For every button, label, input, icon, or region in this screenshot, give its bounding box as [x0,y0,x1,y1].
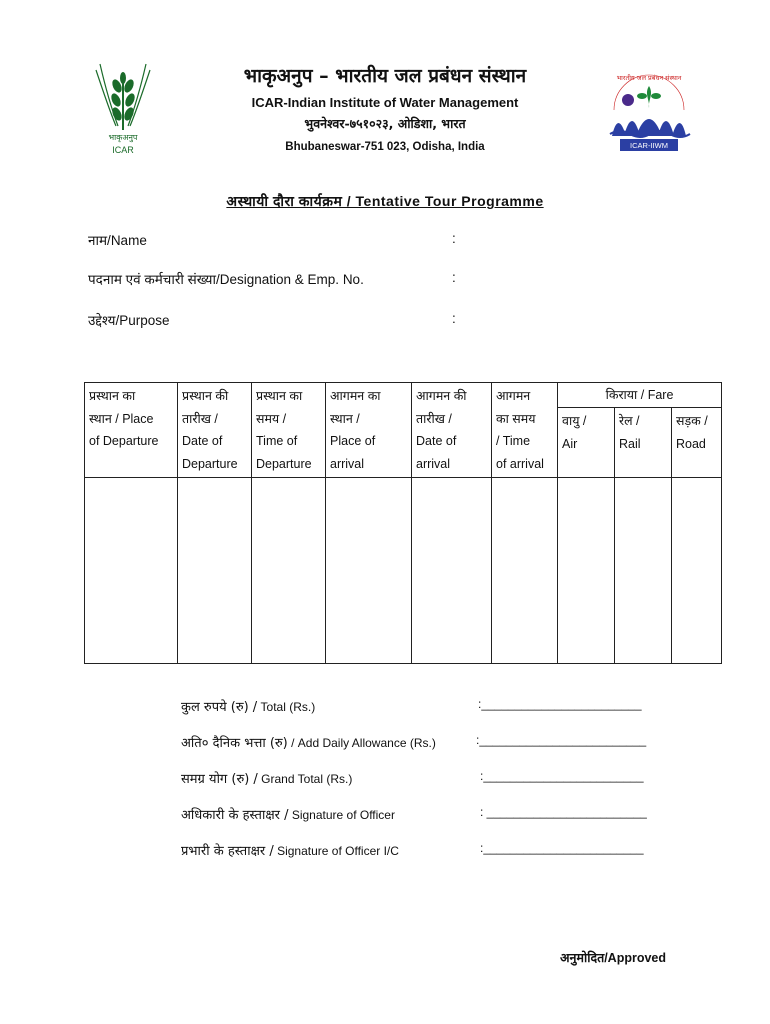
svg-text:भाकृअनुप: भाकृअनुप [108,133,138,142]
table-cell[interactable] [615,478,672,664]
table-cell[interactable] [412,478,492,664]
total-field[interactable]: :________________________ [478,697,642,711]
col-header-time-departure: प्रस्थान का समय / Time of Departure [252,383,326,478]
col-header-place-arrival: आगमन का स्थान / Place of arrival [326,383,412,478]
iiwm-logo [606,66,692,154]
grand-total-field[interactable]: :________________________ [480,769,644,783]
approved-label: अनुमोदित/Approved [560,951,667,965]
name-label: नाम/Name [88,233,147,248]
table-cell[interactable] [492,478,558,664]
table-cell[interactable] [85,478,178,664]
tour-table [84,382,722,664]
designation-label: पदनाम एवं कर्मचारी संख्या/Designation & Emp. No. [88,272,364,287]
officer-signature-field[interactable]: : ________________________ [480,805,647,819]
col-header-fare-road: सड़क / Road [672,408,722,478]
table-cell[interactable] [558,478,615,664]
org-name-english: ICAR-Indian Institute of Water Management [251,95,519,110]
col-header-fare-rail: रेल / Rail [615,408,672,478]
table-cell[interactable] [252,478,326,664]
table-row [85,478,722,664]
form-title: अस्थायी दौरा कार्यक्रम / Tentative Tour Programme [226,193,544,209]
officer-ic-signature-row: प्रभारी के हस्ताक्षर / Signature of Officer I/C [181,844,399,859]
svg-text:ICAR: ICAR [112,145,134,155]
col-header-fare-air: वायु / Air [558,408,615,478]
col-header-date-arrival: आगमन की तारीख / Date of arrival [412,383,492,478]
org-name-hindi: भाकृअनुप – भारतीय जल प्रबंधन संस्थान [243,65,527,87]
table-cell[interactable] [326,478,412,664]
address-hindi: भुवनेश्वर-७५१०२३, ओडिशा, भारत [304,116,466,131]
table-cell[interactable] [672,478,722,664]
daily-allowance-row: अति० दैनिक भत्ता (रु) / Add Daily Allowance (Rs.) [181,736,436,751]
purpose-field[interactable]: : [452,311,456,326]
total-row: कुल रुपये (रु) / Total (Rs.) [181,700,316,715]
name-field[interactable]: : [452,231,456,246]
officer-ic-signature-field[interactable]: :________________________ [480,841,644,855]
col-header-fare: किराया / Fare [558,383,722,408]
table-cell[interactable] [178,478,252,664]
daily-allowance-field[interactable]: :_________________________ [476,733,647,747]
svg-text:भारतीय जल प्रबंधन संस्थान: भारतीय जल प्रबंधन संस्थान [616,74,682,82]
col-header-date-departure: प्रस्थान की तारीख / Date of Departure [178,383,252,478]
col-header-time-arrival: आगमन का समय / Time of arrival [492,383,558,478]
address-english: Bhubaneswar-751 023, Odisha, India [285,141,485,153]
designation-field[interactable]: : [452,270,456,285]
icar-logo [92,60,154,160]
grand-total-row: समग्र योग (रु) / Grand Total (Rs.) [181,772,353,787]
purpose-label: उद्देश्य/Purpose [88,313,170,328]
col-header-place-departure: प्रस्थान का स्थान / Place of Departure [85,383,178,478]
officer-signature-row: अधिकारी के हस्ताक्षर / Signature of Officer [181,808,395,823]
svg-text:ICAR-IIWM: ICAR-IIWM [630,141,668,150]
